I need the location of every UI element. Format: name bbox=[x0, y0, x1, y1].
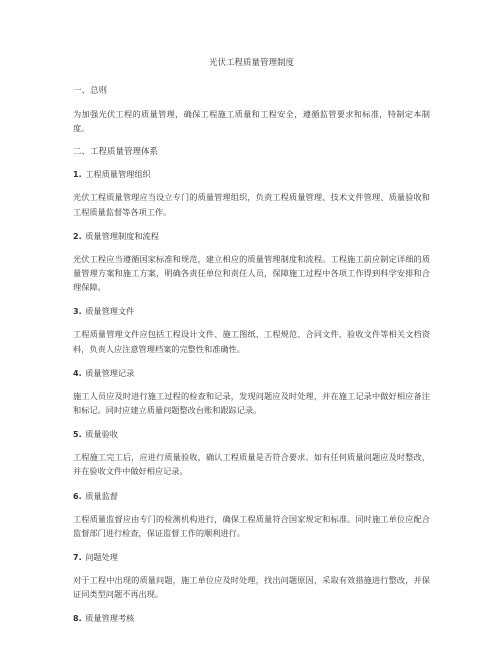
item-paragraph: 对于工程中出现的质量问题，施工单位应及时处理，找出问题原因，采取有效措施进行整改，并保证同类型问题不再出现。 bbox=[73, 575, 430, 600]
item-heading bbox=[73, 490, 430, 503]
item-heading bbox=[73, 551, 430, 564]
item-heading bbox=[73, 305, 430, 318]
item-heading bbox=[73, 428, 430, 441]
item-title: 质量验收 bbox=[85, 429, 118, 440]
document-title: 光伏工程质量管理制度 bbox=[208, 58, 294, 68]
item-number: 7. bbox=[73, 553, 82, 563]
item-paragraph: 光伏工程质量管理应当设立专门的质量管理组织，负责工程质量管理、技术文件管理、质量验收和工程质量监督等各项工作。 bbox=[73, 192, 430, 217]
item-number: 2. bbox=[73, 231, 82, 241]
item-title: 质量管理文件 bbox=[85, 306, 135, 317]
item-heading bbox=[73, 367, 430, 380]
item-title: 质量管理记录 bbox=[85, 367, 135, 378]
section-heading-quality-system: 二、工程质量管理体系 bbox=[73, 147, 159, 158]
section-paragraph-general: 为加强光伏工程的质量管理，确保工程施工质量和工程安全，遵循监管要求和标准，特制定本制度。 bbox=[73, 109, 430, 134]
item-paragraph: 工程质量监督应由专门的检测机构进行，确保工程质量符合国家规定和标准。同时施工单位应配合监督部门进行检查，保证监督工作的顺利进行。 bbox=[73, 513, 430, 538]
item-title: 工程质量管理组织 bbox=[85, 169, 151, 180]
item-number: 1. bbox=[73, 170, 82, 180]
item-number: 6. bbox=[73, 491, 82, 501]
item-number: 5. bbox=[73, 430, 82, 440]
section-heading-general: 一、总则 bbox=[73, 86, 108, 96]
item-title: 问题处理 bbox=[85, 552, 118, 563]
item-title: 质量管理考核 bbox=[85, 613, 135, 624]
item-heading bbox=[73, 612, 430, 625]
item-paragraph: 工程质量管理文件应包括工程设计文件、施工图纸、工程规范、合同文件、验收文件等相关文档资料，负责人应注意管理档案的完整性和准确性。 bbox=[73, 329, 430, 354]
item-paragraph: 工程施工完工后，应进行质量验收，确认工程质量是否符合要求。如有任何质量问题应及时整改，并在验收文件中做好相应记录。 bbox=[73, 452, 430, 477]
item-heading bbox=[73, 168, 430, 181]
item-number: 3. bbox=[73, 307, 82, 317]
item-paragraph: 光伏工程应当遵循国家标准和规范，建立相应的质量管理制度和流程。工程施工前应制定详细的质量管理方案和施工方案，明确各责任单位和责任人员，保障施工过程中各项工作得到科学安排和合理保障。 bbox=[73, 253, 430, 293]
item-paragraph: 施工人员应及时进行施工过程的检查和记录，发现问题应及时处理，并在施工记录中做好相应备注和标记。同时应建立质量问题整改台账和跟踪记录。 bbox=[73, 390, 430, 416]
item-number: 4. bbox=[73, 368, 82, 378]
item-number: 8. bbox=[73, 614, 82, 624]
item-heading bbox=[73, 230, 430, 243]
item-title: 质量监督 bbox=[85, 490, 118, 501]
item-title: 质量管理制度和流程 bbox=[85, 230, 159, 241]
